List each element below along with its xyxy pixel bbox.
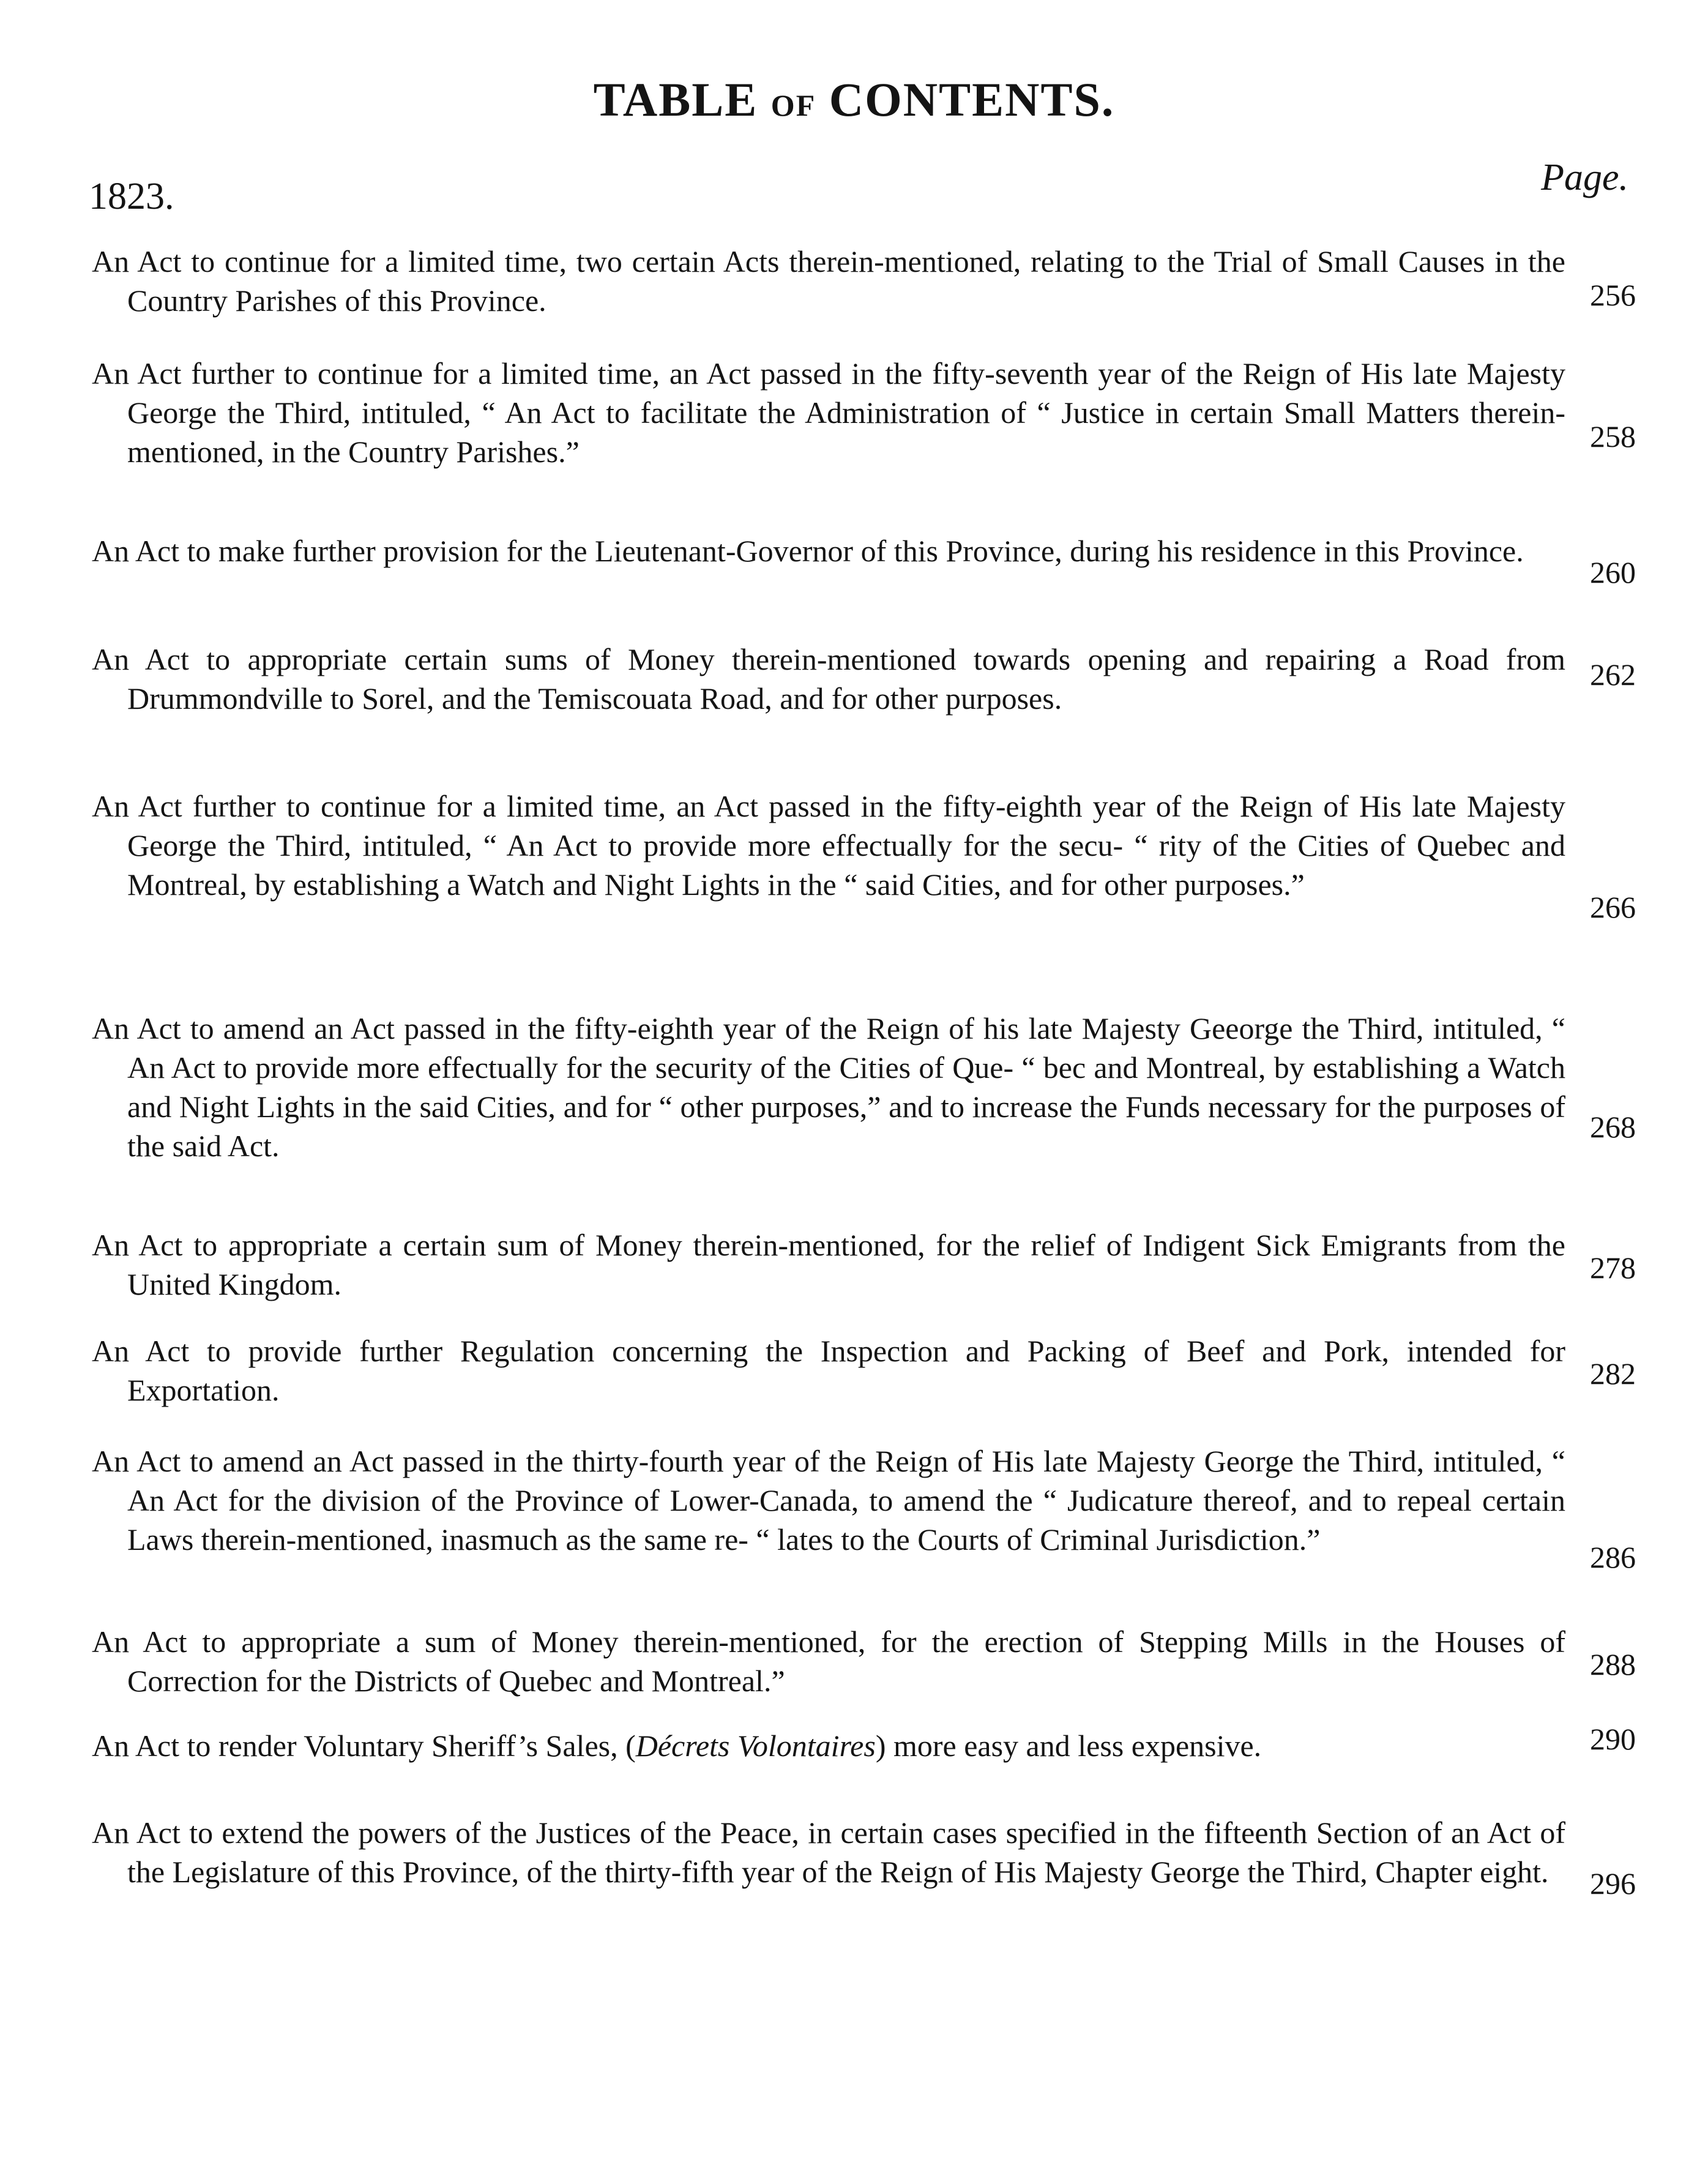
entry-text: An Act to continue for a limited time, two certain Acts therein-mentioned, relating to the Trial of Small Causes in the Country Parishes of this Province. bbox=[92, 244, 1565, 318]
entry-page-number: 266 bbox=[1590, 890, 1636, 924]
title-part2: CONTENTS. bbox=[829, 73, 1115, 126]
entry-text: An Act to appropriate a certain sum of Money therein-mentioned, for the relief of Indigent Sick Emigrants from the United Kingdom. bbox=[92, 1228, 1565, 1301]
entry-page-number: 288 bbox=[1590, 1647, 1636, 1681]
entry-page-number: 260 bbox=[1590, 555, 1636, 589]
entry-text: An Act to extend the powers of the Justices of the Peace, in certain cases specified in the fifteenth Section of an Act of the Legislature of this Province, of the thirty-fifth year of the Reign of His Majesty George the Third, Chapter eight. bbox=[92, 1815, 1565, 1889]
entry-page-number: 296 bbox=[1590, 1866, 1636, 1901]
entry-text: An Act to amend an Act passed in the thirty-fourth year of the Reign of His late Majesty George the Third, intituled, “ An Act for the division of the Province of Lower-Canada, to amend the “ Judicature thereof, and to repeal certain Laws therein-mentioned, inasmuch as the same re- “ lates to the Courts of Criminal Jurisdiction.” bbox=[92, 1444, 1565, 1557]
entry-page-number: 268 bbox=[1590, 1110, 1636, 1144]
entry-page-number: 258 bbox=[1590, 419, 1636, 454]
entry-text-italic: Décrets Volontaires bbox=[635, 1729, 876, 1763]
entry-page-number: 290 bbox=[1590, 1722, 1636, 1756]
entry-page-number: 286 bbox=[1590, 1540, 1636, 1574]
entry-page-number: 282 bbox=[1590, 1356, 1636, 1391]
entry-text bbox=[92, 1726, 1565, 1765]
entry-text-after: ) more easy and less expensive. bbox=[875, 1729, 1262, 1763]
entry-text: An Act to provide further Regulation concerning the Inspection and Packing of Beef and Pork, intended for Exportation. bbox=[92, 1334, 1565, 1407]
entry-page-number: 278 bbox=[1590, 1251, 1636, 1285]
page-column-heading: Page. bbox=[1541, 157, 1628, 198]
entry-text: An Act to make further provision for the Lieutenant-Governor of this Province, during his residence in this Province. bbox=[92, 534, 1524, 568]
title-of: OF bbox=[770, 88, 816, 122]
entry-text: An Act further to continue for a limited time, an Act passed in the fifty-eighth year of the Reign of His late Majesty George the Third, intituled, “ An Act to provide more effectually for the secu- “ rity of the Cities of Quebec and Montreal, by establishing a Watch and Night Lights in the “ said Cities, and for other purposes.” bbox=[92, 789, 1565, 902]
entry-text: An Act to amend an Act passed in the fifty-eighth year of the Reign of his late Majesty Geeorge the Third, intituled, “ An Act to provide more effectually for the security of the Cities of Que- “ bec and Montreal, by establishing a Watch and Night Lights in the said Cities, and for “ other purposes,” and to increase the Funds necessary for the purposes of the said Act. bbox=[92, 1011, 1565, 1163]
entry-page-number: 256 bbox=[1590, 278, 1636, 312]
entry-text-before: An Act to render Voluntary Sheriff’s Sales, ( bbox=[92, 1729, 636, 1763]
entry-text: An Act further to continue for a limited time, an Act passed in the fifty-seventh year of the Reign of His late Majesty George the Third, intituled, “ An Act to facilitate the Administration of “ Justice in certain Small Matters therein-mentioned, in the Country Parishes.” bbox=[92, 356, 1565, 469]
entry-text: An Act to appropriate a sum of Money therein-mentioned, for the erection of Stepping Mills in the Houses of Correction for the Districts of Quebec and Montreal.” bbox=[92, 1625, 1565, 1698]
entry-text: An Act to appropriate certain sums of Money therein-mentioned towards opening and repairing a Road from Drummondville to Sorel, and the Temiscouata Road, and for other purposes. bbox=[92, 642, 1565, 716]
page-title bbox=[0, 72, 1708, 127]
title-part1: TABLE bbox=[593, 73, 758, 126]
year-heading: 1823. bbox=[89, 176, 174, 217]
entry-page-number: 262 bbox=[1590, 657, 1636, 692]
